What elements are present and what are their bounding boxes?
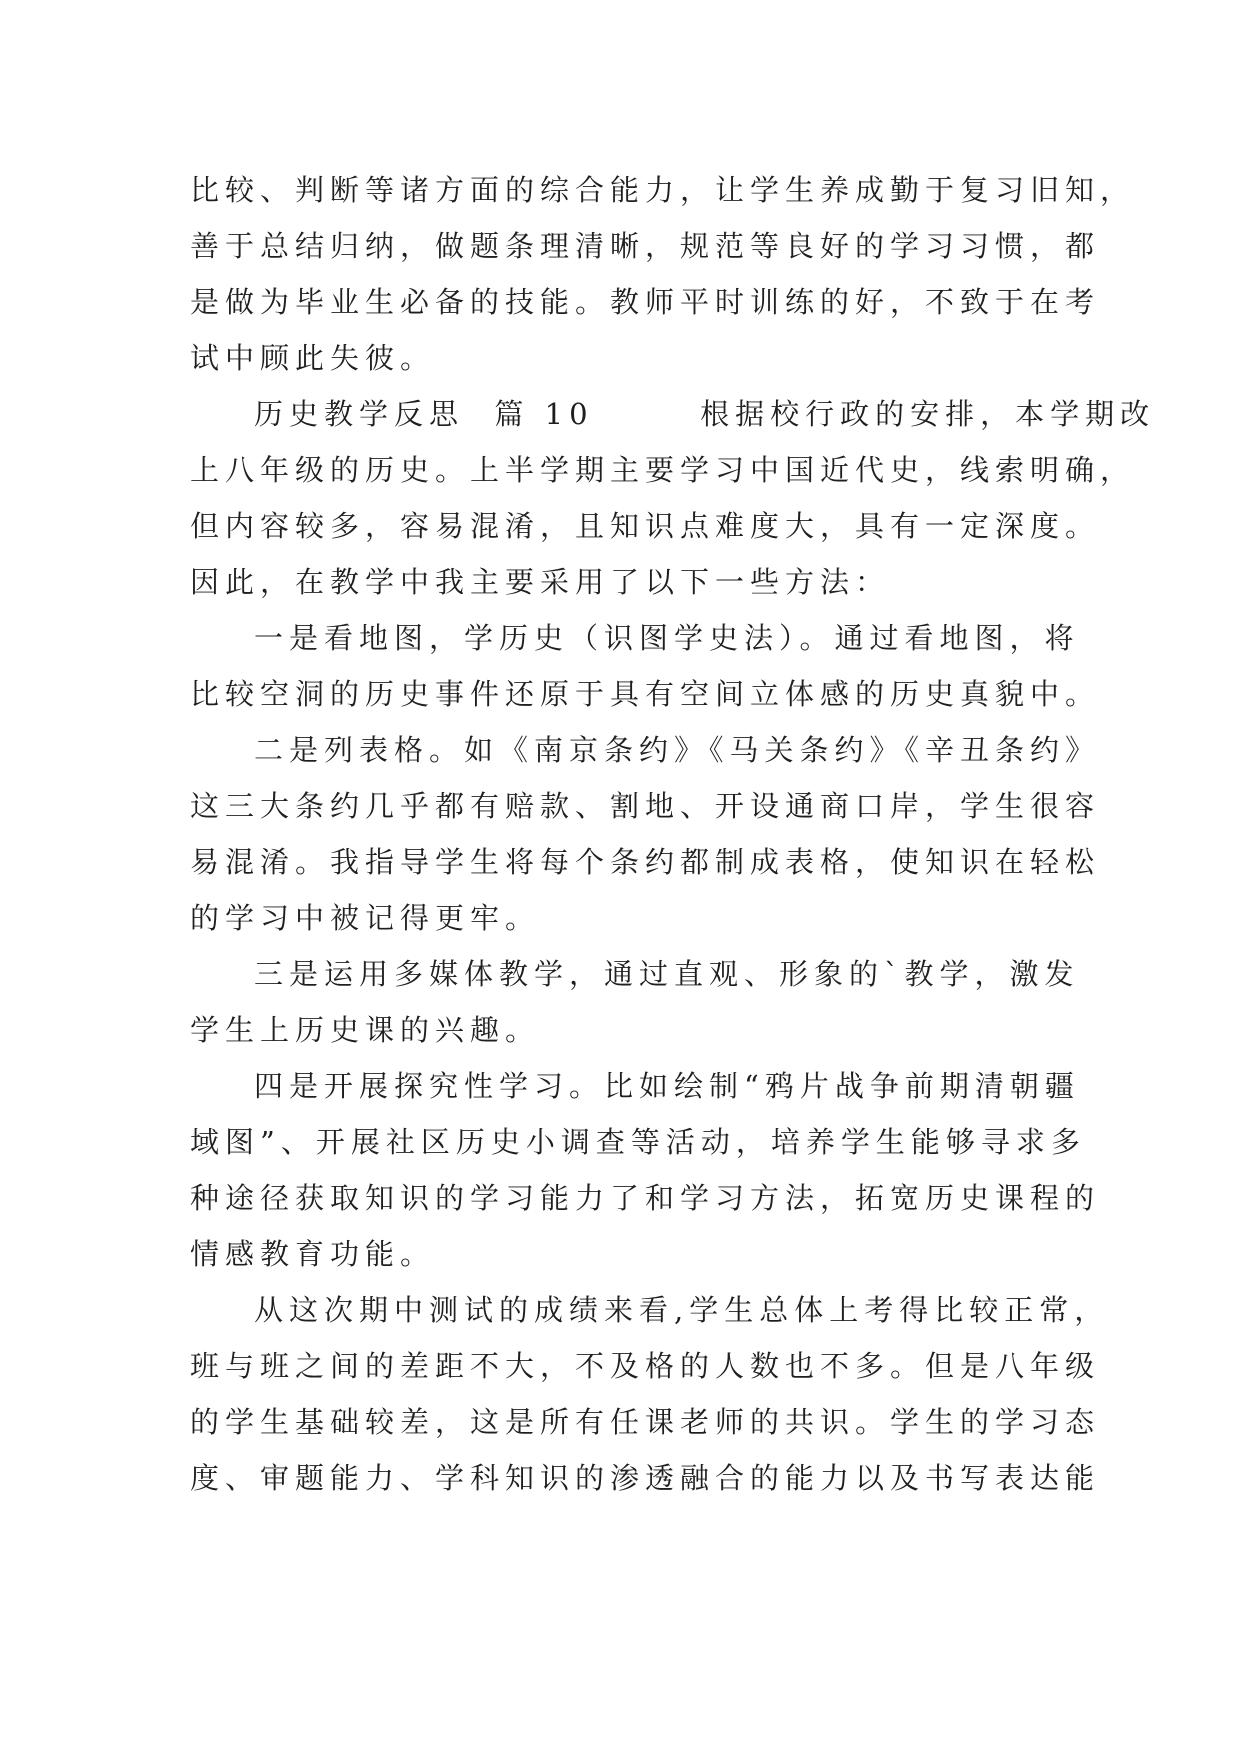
text-line: 这三大条约几乎都有赔款、割地、开设通商口岸，学生很容	[190, 789, 1101, 823]
document-body	[190, 162, 1156, 1506]
paragraph-1	[190, 162, 1136, 386]
paragraph-2-section-heading	[190, 386, 1156, 610]
text-line: 历史教学反思 篇 10 根据校行政的安排，本学期改	[254, 397, 1156, 431]
text-line: 上八年级的历史。上半学期主要学习中国近代史，线索明确，	[190, 453, 1136, 487]
text-line: 域图”、开展社区历史小调查等活动，培养学生能够寻求多	[190, 1125, 1086, 1159]
text-line: 种途径获取知识的学习能力了和学习方法，拓宽历史课程的	[190, 1181, 1101, 1215]
text-line: 度、审题能力、学科知识的渗透融合的能力以及书写表达能	[190, 1461, 1101, 1495]
text-line: 四是开展探究性学习。比如绘制“鸦片战争前期清朝疆	[254, 1069, 1080, 1103]
paragraph-5	[190, 946, 1080, 1058]
text-line: 的学习中被记得更牢。	[190, 901, 541, 935]
text-line: 善于总结归纳，做题条理清晰，规范等良好的学习习惯，都	[190, 229, 1101, 263]
text-line: 易混淆。我指导学生将每个条约都制成表格，使知识在轻松	[190, 845, 1101, 879]
text-line: 情感教育功能。	[190, 1237, 436, 1271]
paragraph-6	[190, 1058, 1101, 1282]
text-line: 但内容较多，容易混淆，且知识点难度大，具有一定深度。	[190, 509, 1101, 543]
text-line: 学生上历史课的兴趣。	[190, 1013, 541, 1047]
text-line: 比较空洞的历史事件还原于具有空间立体感的历史真貌中。	[190, 677, 1101, 711]
paragraph-3	[190, 610, 1101, 722]
paragraph-7	[190, 1282, 1110, 1506]
text-line: 班与班之间的差距不大，不及格的人数也不多。但是八年级	[190, 1349, 1101, 1383]
text-line: 二是列表格。如《南京条约》《马关条约》《辛丑条约》	[254, 733, 1101, 767]
text-line: 的学生基础较差，这是所有任课老师的共识。学生的学习态	[190, 1405, 1101, 1439]
text-line: 因此，在教学中我主要采用了以下一些方法：	[190, 565, 891, 599]
text-line: 三是运用多媒体教学，通过直观、形象的`教学，激发	[254, 957, 1080, 991]
paragraph-4	[190, 722, 1101, 946]
text-line: 是做为毕业生必备的技能。教师平时训练的好，不致于在考	[190, 285, 1101, 319]
text-line: 从这次期中测试的成绩来看,学生总体上考得比较正常，	[254, 1293, 1110, 1327]
text-line: 比较、判断等诸方面的综合能力，让学生养成勤于复习旧知，	[190, 173, 1136, 207]
text-line: 一是看地图，学历史（识图学史法）。通过看地图，将	[254, 621, 1080, 655]
text-line: 试中顾此失彼。	[190, 341, 436, 375]
